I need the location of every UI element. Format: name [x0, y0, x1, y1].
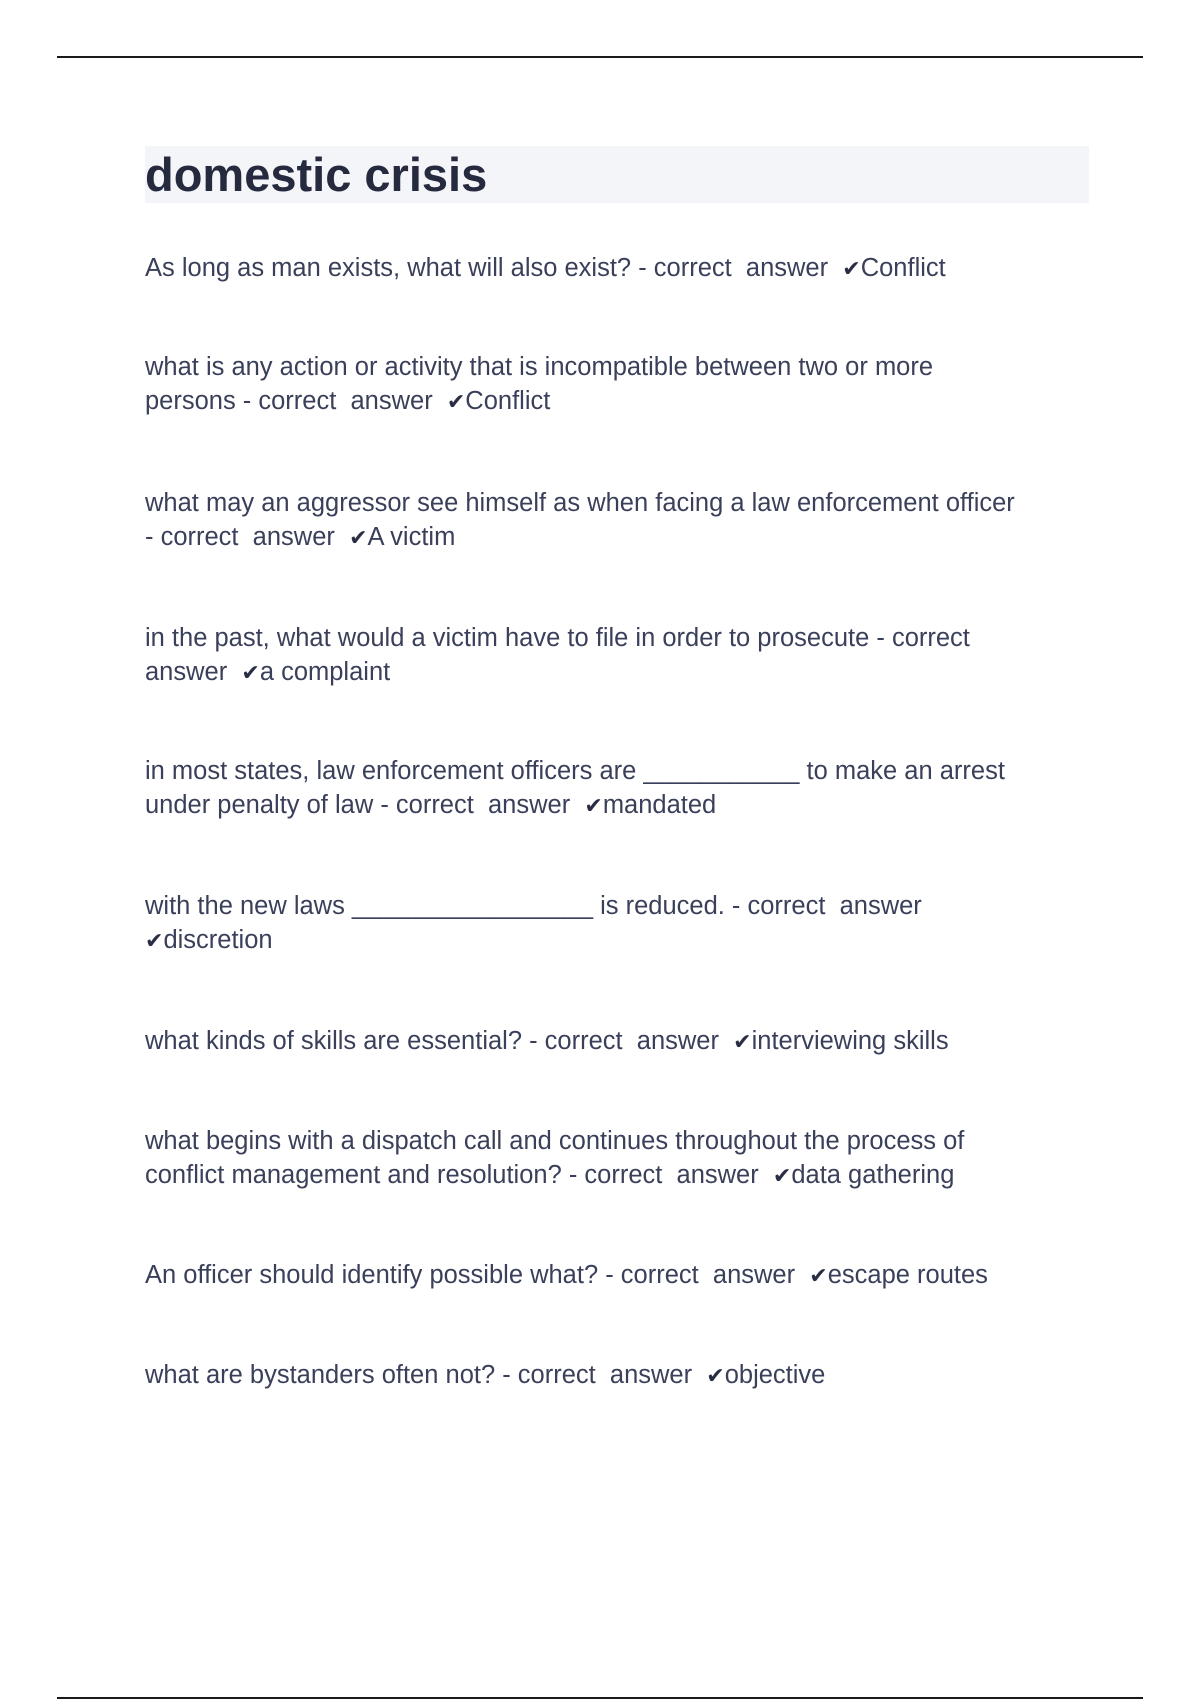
answer-text: Conflict [860, 254, 946, 282]
qa-item-4 [145, 621, 1090, 691]
page-title: domestic crisis [145, 148, 488, 201]
check-icon: ✔ [349, 526, 368, 551]
check-icon: ✔ [842, 257, 861, 282]
answer-text: escape routes [827, 1261, 988, 1289]
qa-item-1 [145, 251, 1090, 287]
check-icon: ✔ [809, 1264, 828, 1289]
qa-item-2 [145, 350, 1090, 420]
question-text: with the new laws _________________ is reduced. - correct answer [145, 892, 922, 920]
check-icon: ✔ [446, 390, 466, 415]
question-text: what is any action or activity that is incompatible between two or more persons - correct answer [145, 353, 934, 415]
qa-item-7 [145, 1024, 1090, 1060]
answer-text: a complaint [259, 658, 391, 686]
question-text: what are bystanders often not? - correct answer [145, 1361, 707, 1389]
check-icon: ✔ [241, 661, 260, 686]
check-icon: ✔ [733, 1030, 752, 1055]
answer-text: objective [724, 1361, 826, 1389]
check-icon: ✔ [584, 794, 603, 819]
qa-item-10 [145, 1358, 1090, 1394]
qa-item-8 [145, 1124, 1090, 1194]
check-icon: ✔ [706, 1364, 725, 1389]
qa-item-5 [145, 754, 1090, 824]
question-text: in the past, what would a victim have to file in order to prosecute - correct answer [145, 624, 970, 686]
top-rule [57, 56, 1143, 58]
answer-text: data gathering [791, 1161, 955, 1189]
qa-item-3 [145, 486, 1090, 556]
answer-text: A victim [367, 523, 456, 551]
question-text: what may an aggressor see himself as when facing a law enforcement officer - correct answer [145, 489, 1015, 551]
check-icon: ✔ [772, 1164, 792, 1189]
question-text: As long as man exists, what will also exist? - correct answer [145, 254, 843, 282]
question-text: in most states, law enforcement officers are ___________ to make an arrest under penalty of law - correct answer [145, 757, 1005, 819]
question-text: An officer should identify possible what? - correct answer [145, 1261, 810, 1289]
qa-item-9 [145, 1258, 1090, 1294]
question-text: what begins with a dispatch call and continues throughout the process of conflict management and resolution? - correct answer [145, 1127, 965, 1189]
qa-item-6 [145, 889, 1090, 959]
answer-text: discretion [163, 926, 273, 954]
check-icon: ✔ [145, 929, 164, 954]
answer-text: interviewing skills [751, 1027, 949, 1055]
answer-text: Conflict [465, 387, 551, 415]
question-text: what kinds of skills are essential? - correct answer [145, 1027, 734, 1055]
answer-text: mandated [602, 791, 717, 819]
bottom-rule [57, 1697, 1143, 1699]
